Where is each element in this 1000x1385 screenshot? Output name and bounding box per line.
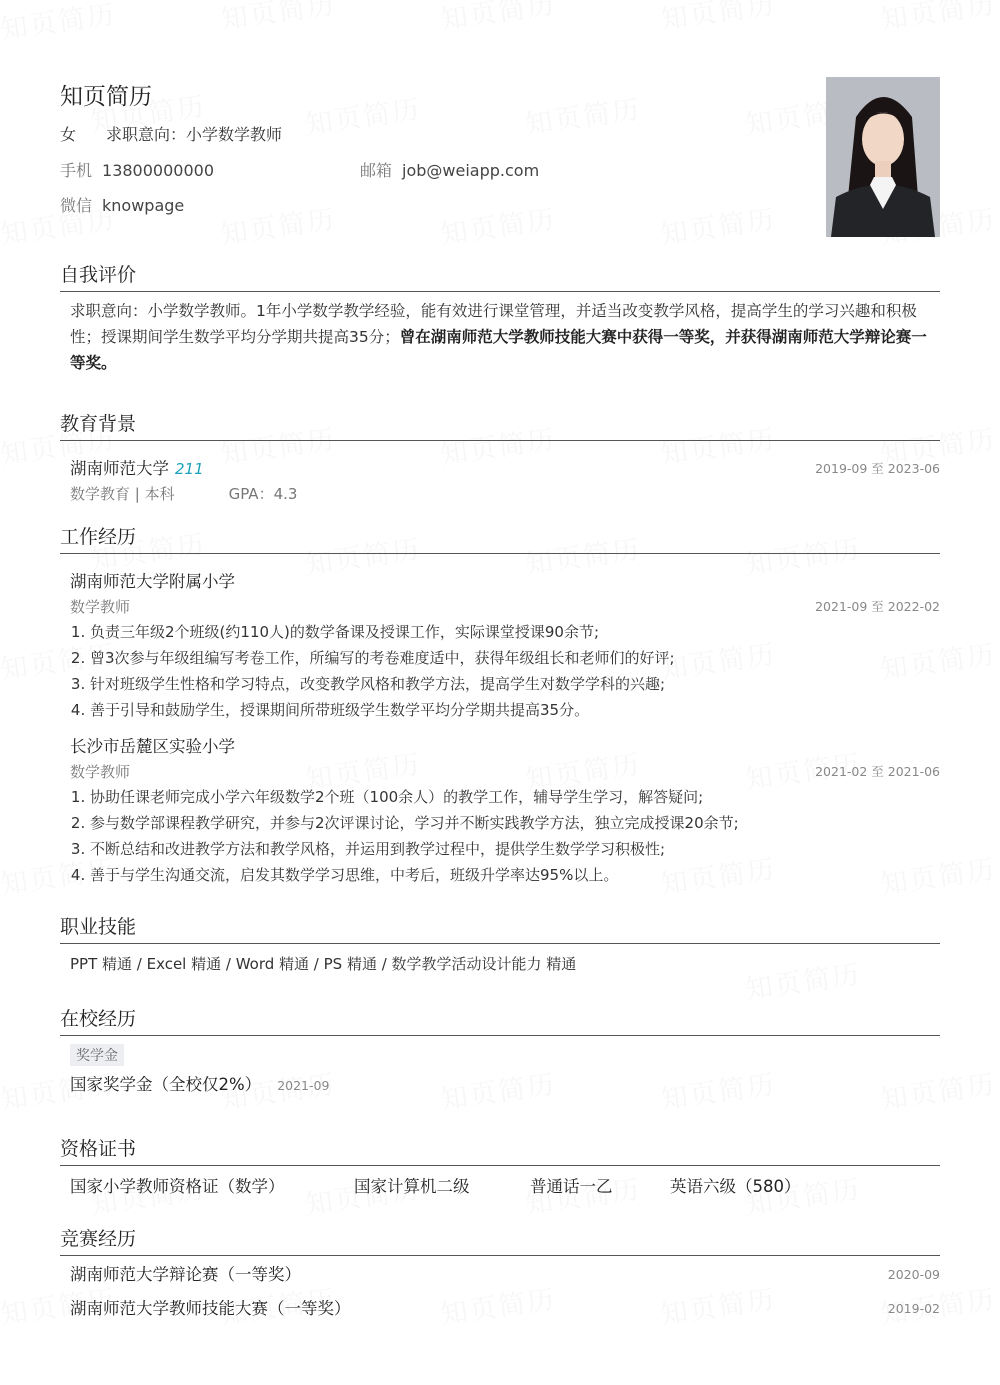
scholarship-badge: 奖学金 <box>70 1044 124 1066</box>
email-row <box>360 158 539 181</box>
profile-photo-graphic <box>826 77 940 237</box>
watermark <box>438 197 558 252</box>
competition-section <box>60 1226 940 1326</box>
watermark <box>658 0 778 37</box>
school-211-tag: 211 <box>175 460 204 478</box>
cert-item: 普通话一乙 <box>530 1177 613 1196</box>
wechat-label: 微信 <box>60 196 93 215</box>
phone-value: 13800000000 <box>102 161 214 180</box>
job-org: 湖南师范大学附属小学 <box>70 572 235 591</box>
profile-photo <box>826 77 940 237</box>
gender-intent-line <box>60 122 282 145</box>
watermark <box>878 0 998 37</box>
campus-section <box>60 1006 940 1099</box>
duty-item: 3. 针对班级学生性格和学习特点，改变教学风格和教学方法，提高学生对数学学科的兴趣; <box>90 671 940 697</box>
job-entry <box>70 569 940 723</box>
job-dates: 2021-02 至 2021-06 <box>815 764 940 779</box>
skills-text: PPT 精通 / Excel 精通 / Word 精通 / PS 精通 / 数学教学活动设计能力 精通 <box>70 955 577 973</box>
wechat-value: knowpage <box>102 196 185 215</box>
competition-date: 2019-02 <box>887 1301 940 1316</box>
watermark <box>438 0 558 37</box>
job-role-row <box>70 595 940 619</box>
education-dates: 2019-09 至 2023-06 <box>815 461 940 476</box>
wechat-row <box>60 193 184 216</box>
section-title: 自我评价 <box>60 262 940 292</box>
skills-section <box>60 914 940 976</box>
watermark <box>218 197 338 252</box>
work-section <box>60 524 940 888</box>
cert-list <box>70 1174 940 1200</box>
cert-item: 国家小学教师资格证（数学） <box>70 1177 285 1196</box>
section-title: 职业技能 <box>60 914 940 944</box>
self-eval-bold: 曾在湖南师范大学教师技能大赛中获得一等奖，并获得湖南师范大学辩论赛一等奖。 <box>70 328 927 372</box>
duty-item: 4. 善于与学生沟通交流，启发其数学学习思维，中考后，班级升学率达95%以上。 <box>90 862 940 888</box>
duty-item: 3. 不断总结和改进教学方法和教学风格，并运用到教学过程中，提供学生数学学习积极性; <box>90 836 940 862</box>
cert-item: 国家计算机二级 <box>354 1177 470 1196</box>
job-duties <box>70 619 940 723</box>
gender: 女 <box>60 125 77 144</box>
competition-name: 湖南师范大学辩论赛（一等奖） <box>70 1265 301 1284</box>
education-section <box>60 411 940 506</box>
section-title: 资格证书 <box>60 1136 940 1166</box>
watermark <box>523 87 643 142</box>
self-eval-plain: 求职意向：小学数学教师。1年小学数学教学经验，能有效进行课堂管理，并适当改变教学风格，提高学生的学习兴趣和积极性；授课期间学生数学平均分学期共提高35分； <box>70 302 917 346</box>
competition-item <box>70 1292 940 1326</box>
watermark <box>303 87 423 142</box>
duty-item: 2. 参与数学部课程教学研究，并参与2次评课讨论，学习并不断实践教学方法，独立完成授课20余节; <box>90 810 940 836</box>
job-intent: 求职意向：小学数学教师 <box>106 125 283 144</box>
award-date: 2021-09 <box>277 1078 330 1093</box>
major-degree: 数学教育 | 本科 <box>70 485 175 503</box>
duty-item: 1. 协助任课老师完成小学六年级数学2个班（100余人）的教学工作，辅导学生学习，解答疑问; <box>90 784 940 810</box>
job-duties <box>70 784 940 888</box>
phone-label: 手机 <box>60 161 93 180</box>
watermark <box>0 0 118 47</box>
watermark <box>218 0 338 37</box>
competition-date: 2020-09 <box>887 1267 940 1282</box>
section-title: 竞赛经历 <box>60 1226 940 1256</box>
job-role: 数学教师 <box>70 598 131 616</box>
gpa: GPA：4.3 <box>228 485 298 503</box>
job-role: 数学教师 <box>70 763 131 781</box>
section-title: 教育背景 <box>60 411 940 441</box>
award-name: 国家奖学金（全校仅2%） <box>70 1075 262 1094</box>
duty-item: 1. 负责三年级2个班级(约110人)的数学备课及授课工作，实际课堂授课90余节; <box>90 619 940 645</box>
education-sub <box>70 482 940 506</box>
self-eval-section <box>60 262 940 376</box>
competition-item <box>70 1258 940 1292</box>
competition-name: 湖南师范大学教师技能大赛（一等奖） <box>70 1299 351 1318</box>
email-value: job@weiapp.com <box>402 161 540 180</box>
job-role-row <box>70 760 940 784</box>
cert-item: 英语六级（580） <box>670 1177 801 1196</box>
school-name: 湖南师范大学 <box>70 459 169 478</box>
duty-item: 2. 曾3次参与年级组编写考卷工作，所编写的考卷难度适中，获得年级组长和老师们的好评; <box>90 645 940 671</box>
watermark <box>658 197 778 252</box>
certs-section <box>60 1136 940 1200</box>
award-row <box>70 1072 940 1099</box>
resume-name: 知页简历 <box>60 84 152 110</box>
job-dates: 2021-09 至 2022-02 <box>815 599 940 614</box>
education-entry <box>70 456 940 482</box>
duty-item: 4. 善于引导和鼓励学生，授课期间所带班级学生数学平均分学期共提高35分。 <box>90 697 940 723</box>
section-title: 工作经历 <box>60 524 940 554</box>
job-entry <box>70 734 940 888</box>
section-title: 在校经历 <box>60 1006 940 1036</box>
job-org: 长沙市岳麓区实验小学 <box>70 737 235 756</box>
self-eval-text <box>70 298 940 376</box>
phone-row <box>60 158 214 181</box>
email-label: 邮箱 <box>360 161 393 180</box>
